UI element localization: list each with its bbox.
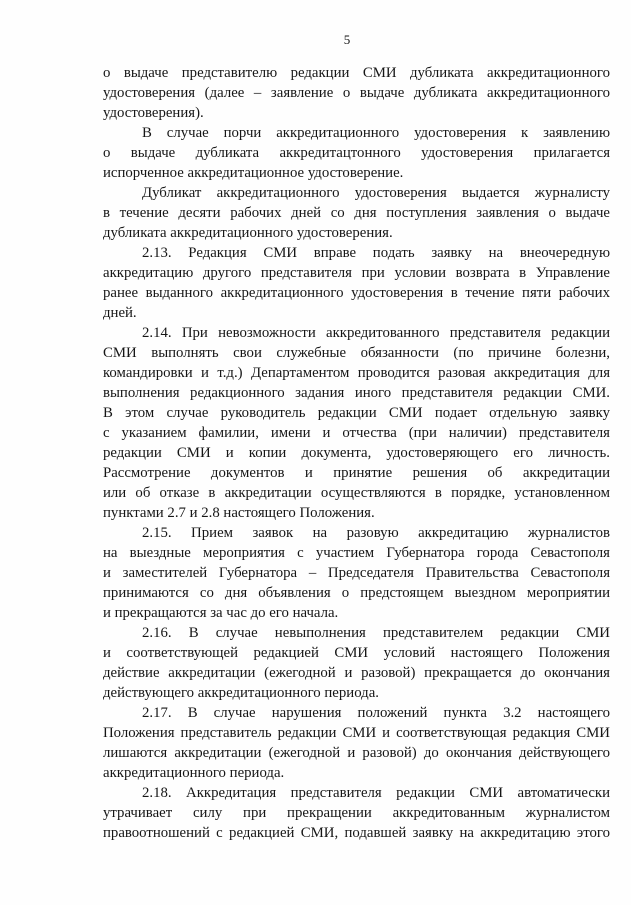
text-line: Рассмотрение документов и принятие решения об аккредитации	[103, 465, 610, 481]
text-line: и заместителей Губернатора – Председателя Правительства Севастополя	[103, 565, 610, 581]
text-line: и соответствующей редакцией СМИ условий настоящего Положения	[103, 645, 610, 661]
paragraph-2-15	[103, 523, 610, 623]
paragraph-duplicate-issue	[103, 183, 610, 243]
text-line: аккредитацию другого представителя при условии возврата в Управление	[103, 265, 610, 281]
paragraph-continued	[103, 63, 610, 123]
text-line: удостоверения).	[103, 105, 204, 121]
text-line: и прекращаются за час до его начала.	[103, 605, 339, 621]
text-line: правоотношений с редакцией СМИ, подавшей заявку на аккредитацию этого	[103, 825, 610, 841]
text-line: В случае порчи аккредитационного удостоверения к заявлению	[142, 125, 610, 141]
text-line: 2.13. Редакция СМИ вправе подать заявку на внеочередную	[142, 245, 610, 261]
text-line: о выдаче представителю редакции СМИ дубликата аккредитационного	[103, 65, 610, 81]
paragraph-damaged-certificate	[103, 123, 610, 183]
text-line: или об отказе в аккредитации осуществляются в порядке, установленном	[103, 485, 610, 501]
text-line: действие аккредитации (ежегодной и разовой) прекращается до окончания	[103, 665, 610, 681]
document-body	[103, 63, 610, 843]
text-line: командировки и т.д.) Департаментом проводится разовая аккредитация для	[103, 365, 610, 381]
text-line: с указанием фамилии, имени и отчества (при наличии) представителя	[103, 425, 610, 441]
text-line: аккредитационного периода.	[103, 765, 285, 781]
text-line: лишаются аккредитации (ежегодной и разовой) до окончания действующего	[103, 745, 610, 761]
text-line: Дубликат аккредитационного удостоверения выдается журналисту	[142, 185, 610, 201]
text-line: 2.15. Прием заявок на разовую аккредитацию журналистов	[142, 525, 610, 541]
paragraph-2-16	[103, 623, 610, 703]
text-line: выполнения редакционного задания иного представителя редакции СМИ.	[103, 385, 610, 401]
paragraph-2-18	[103, 783, 610, 843]
text-line: дней.	[103, 305, 137, 321]
text-line: редакции СМИ и копии документа, удостоверяющего его личность.	[103, 445, 610, 461]
text-line: действующего аккредитационного периода.	[103, 685, 379, 701]
text-line: на выездные мероприятия с участием Губернатора города Севастополя	[103, 545, 610, 561]
text-line: утрачивает силу при прекращении аккредитованным журналистом	[103, 805, 610, 821]
text-line: В этом случае руководитель редакции СМИ подает отдельную заявку	[103, 405, 610, 421]
text-line: в течение десяти рабочих дней со дня поступления заявления о выдаче	[103, 205, 610, 221]
text-line: 2.18. Аккредитация представителя редакции СМИ автоматически	[142, 785, 610, 801]
page-number: 5	[343, 32, 351, 47]
text-line: принимаются со дня объявления о предстоящем выездном мероприятии	[103, 585, 610, 601]
text-line: 2.14. При невозможности аккредитованного представителя редакции	[142, 325, 610, 341]
text-line: дубликата аккредитационного удостоверения.	[103, 225, 393, 241]
paragraph-2-13	[103, 243, 610, 323]
text-line: 2.16. В случае невыполнения представителем редакции СМИ	[142, 625, 610, 641]
text-line: ранее выданного аккредитационного удостоверения в течение пяти рабочих	[103, 285, 610, 301]
text-line: пунктами 2.7 и 2.8 настоящего Положения.	[103, 505, 375, 521]
text-line: СМИ выполнять свои служебные обязанности (по причине болезни,	[103, 345, 610, 361]
paragraph-2-14	[103, 323, 610, 523]
text-line: удостоверения (далее – заявление о выдаче дубликата аккредитационного	[103, 85, 610, 101]
text-line: о выдаче дубликата аккредитацтонного удостоверения прилагается	[103, 145, 610, 161]
text-line: 2.17. В случае нарушения положений пункта 3.2 настоящего	[142, 705, 610, 721]
paragraph-2-17	[103, 703, 610, 783]
text-line: испорченное аккредитационное удостоверение.	[103, 165, 404, 181]
text-line: Положения представитель редакции СМИ и соответствующая редакция СМИ	[103, 725, 610, 741]
